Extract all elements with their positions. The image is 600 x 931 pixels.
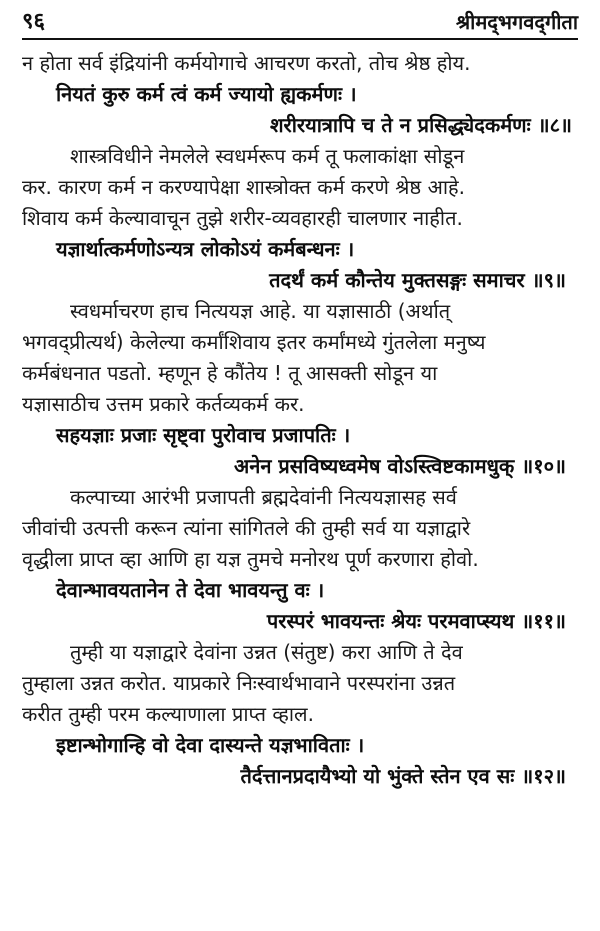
prose-line: वृद्धीला प्राप्त व्हा आणि हा यज्ञ तुमचे मनोरथ पूर्ण करणारा होवो. — [22, 547, 479, 571]
verse-line: नियतं कुरु कर्म त्वं कर्म ज्यायो ह्यकर्मणः । — [56, 82, 357, 106]
prose-line: न होता सर्व इंद्रियांनी कर्मयोगाचे आचरण करतो, तोच श्रेष्ठ होय. — [22, 51, 471, 75]
page-number: ९६ — [22, 9, 45, 34]
verse-line: तदर्थं कर्म कौन्तेय मुक्तसङ्गः समाचर ॥९॥ — [269, 268, 566, 292]
prose-line: यज्ञासाठीच उत्तम प्रकारे कर्तव्यकर्म कर. — [22, 392, 305, 416]
prose-line: कल्पाच्या आरंभी प्रजापती ब्रह्मदेवांनी नित्ययज्ञासह सर्व — [70, 485, 457, 509]
verse-line: सहयज्ञाः प्रजाः सृष्ट्वा पुरोवाच प्रजापतिः । — [56, 423, 351, 447]
page-content — [22, 48, 578, 792]
prose-line: स्वधर्माचरण हाच नित्ययज्ञ आहे. या यज्ञासाठी (अर्थात् — [70, 299, 451, 323]
prose-line: कर्मबंधनात पडतो. म्हणून हे कौंतेय ! तू आसक्ती सोडून या — [22, 361, 438, 385]
verse-line: अनेन प्रसविष्यध्वमेष वोऽस्त्विष्टकामधुक् ॥१०॥ — [233, 454, 566, 478]
prose-line: शिवाय कर्म केल्यावाचून तुझे शरीर-व्यवहारही चालणार नाहीत. — [22, 206, 463, 230]
prose-line: तुम्ही या यज्ञाद्वारे देवांना उन्नत (संतुष्ट) करा आणि ते देव — [70, 640, 463, 664]
prose-line: तुम्हाला उन्नत करोत. याप्रकारे निःस्वार्थभावाने परस्परांना उन्नत — [22, 671, 456, 695]
verse-line: देवान्भावयतानेन ते देवा भावयन्तु वः । — [56, 578, 325, 602]
running-title: श्रीमद्‌भगवद्‌गीता — [456, 10, 578, 34]
verse-line: यज्ञार्थात्कर्मणोऽन्यत्र लोकोऽयं कर्मबन्धनः । — [56, 237, 355, 261]
verse-line: तैर्दत्तानप्रदायैभ्यो यो भुंक्ते स्तेन एव सः ॥१२॥ — [240, 764, 566, 788]
prose-line: कर. कारण कर्म न करण्यापेक्षा शास्त्रोक्त कर्म करणे श्रेष्ठ आहे. — [22, 175, 465, 199]
verse-line: शरीरयात्रापि च ते न प्रसिद्ध्येदकर्मणः ॥८॥ — [269, 113, 572, 137]
verse-line: इष्टान्भोगान्हि वो देवा दास्यन्ते यज्ञभाविताः । — [56, 733, 365, 757]
prose-line: करीत तुम्ही परम कल्याणाला प्राप्त व्हाल. — [22, 702, 314, 726]
prose-line: शास्त्रविधीने नेमलेले स्वधर्मरूप कर्म तू फलाकांक्षा सोडून — [70, 144, 465, 168]
prose-line: भगवद्‌प्रीत्यर्थ) केलेल्या कर्मांशिवाय इतर कर्मांमध्ये गुंतलेला मनुष्य — [22, 330, 486, 354]
page-header — [22, 8, 578, 40]
verse-line: परस्परं भावयन्तः श्रेयः परमवाप्स्यथ ॥११॥ — [266, 609, 566, 633]
prose-line: जीवांची उत्पत्ती करून त्यांना सांगितले की तुम्ही सर्व या यज्ञाद्वारे — [22, 516, 471, 540]
